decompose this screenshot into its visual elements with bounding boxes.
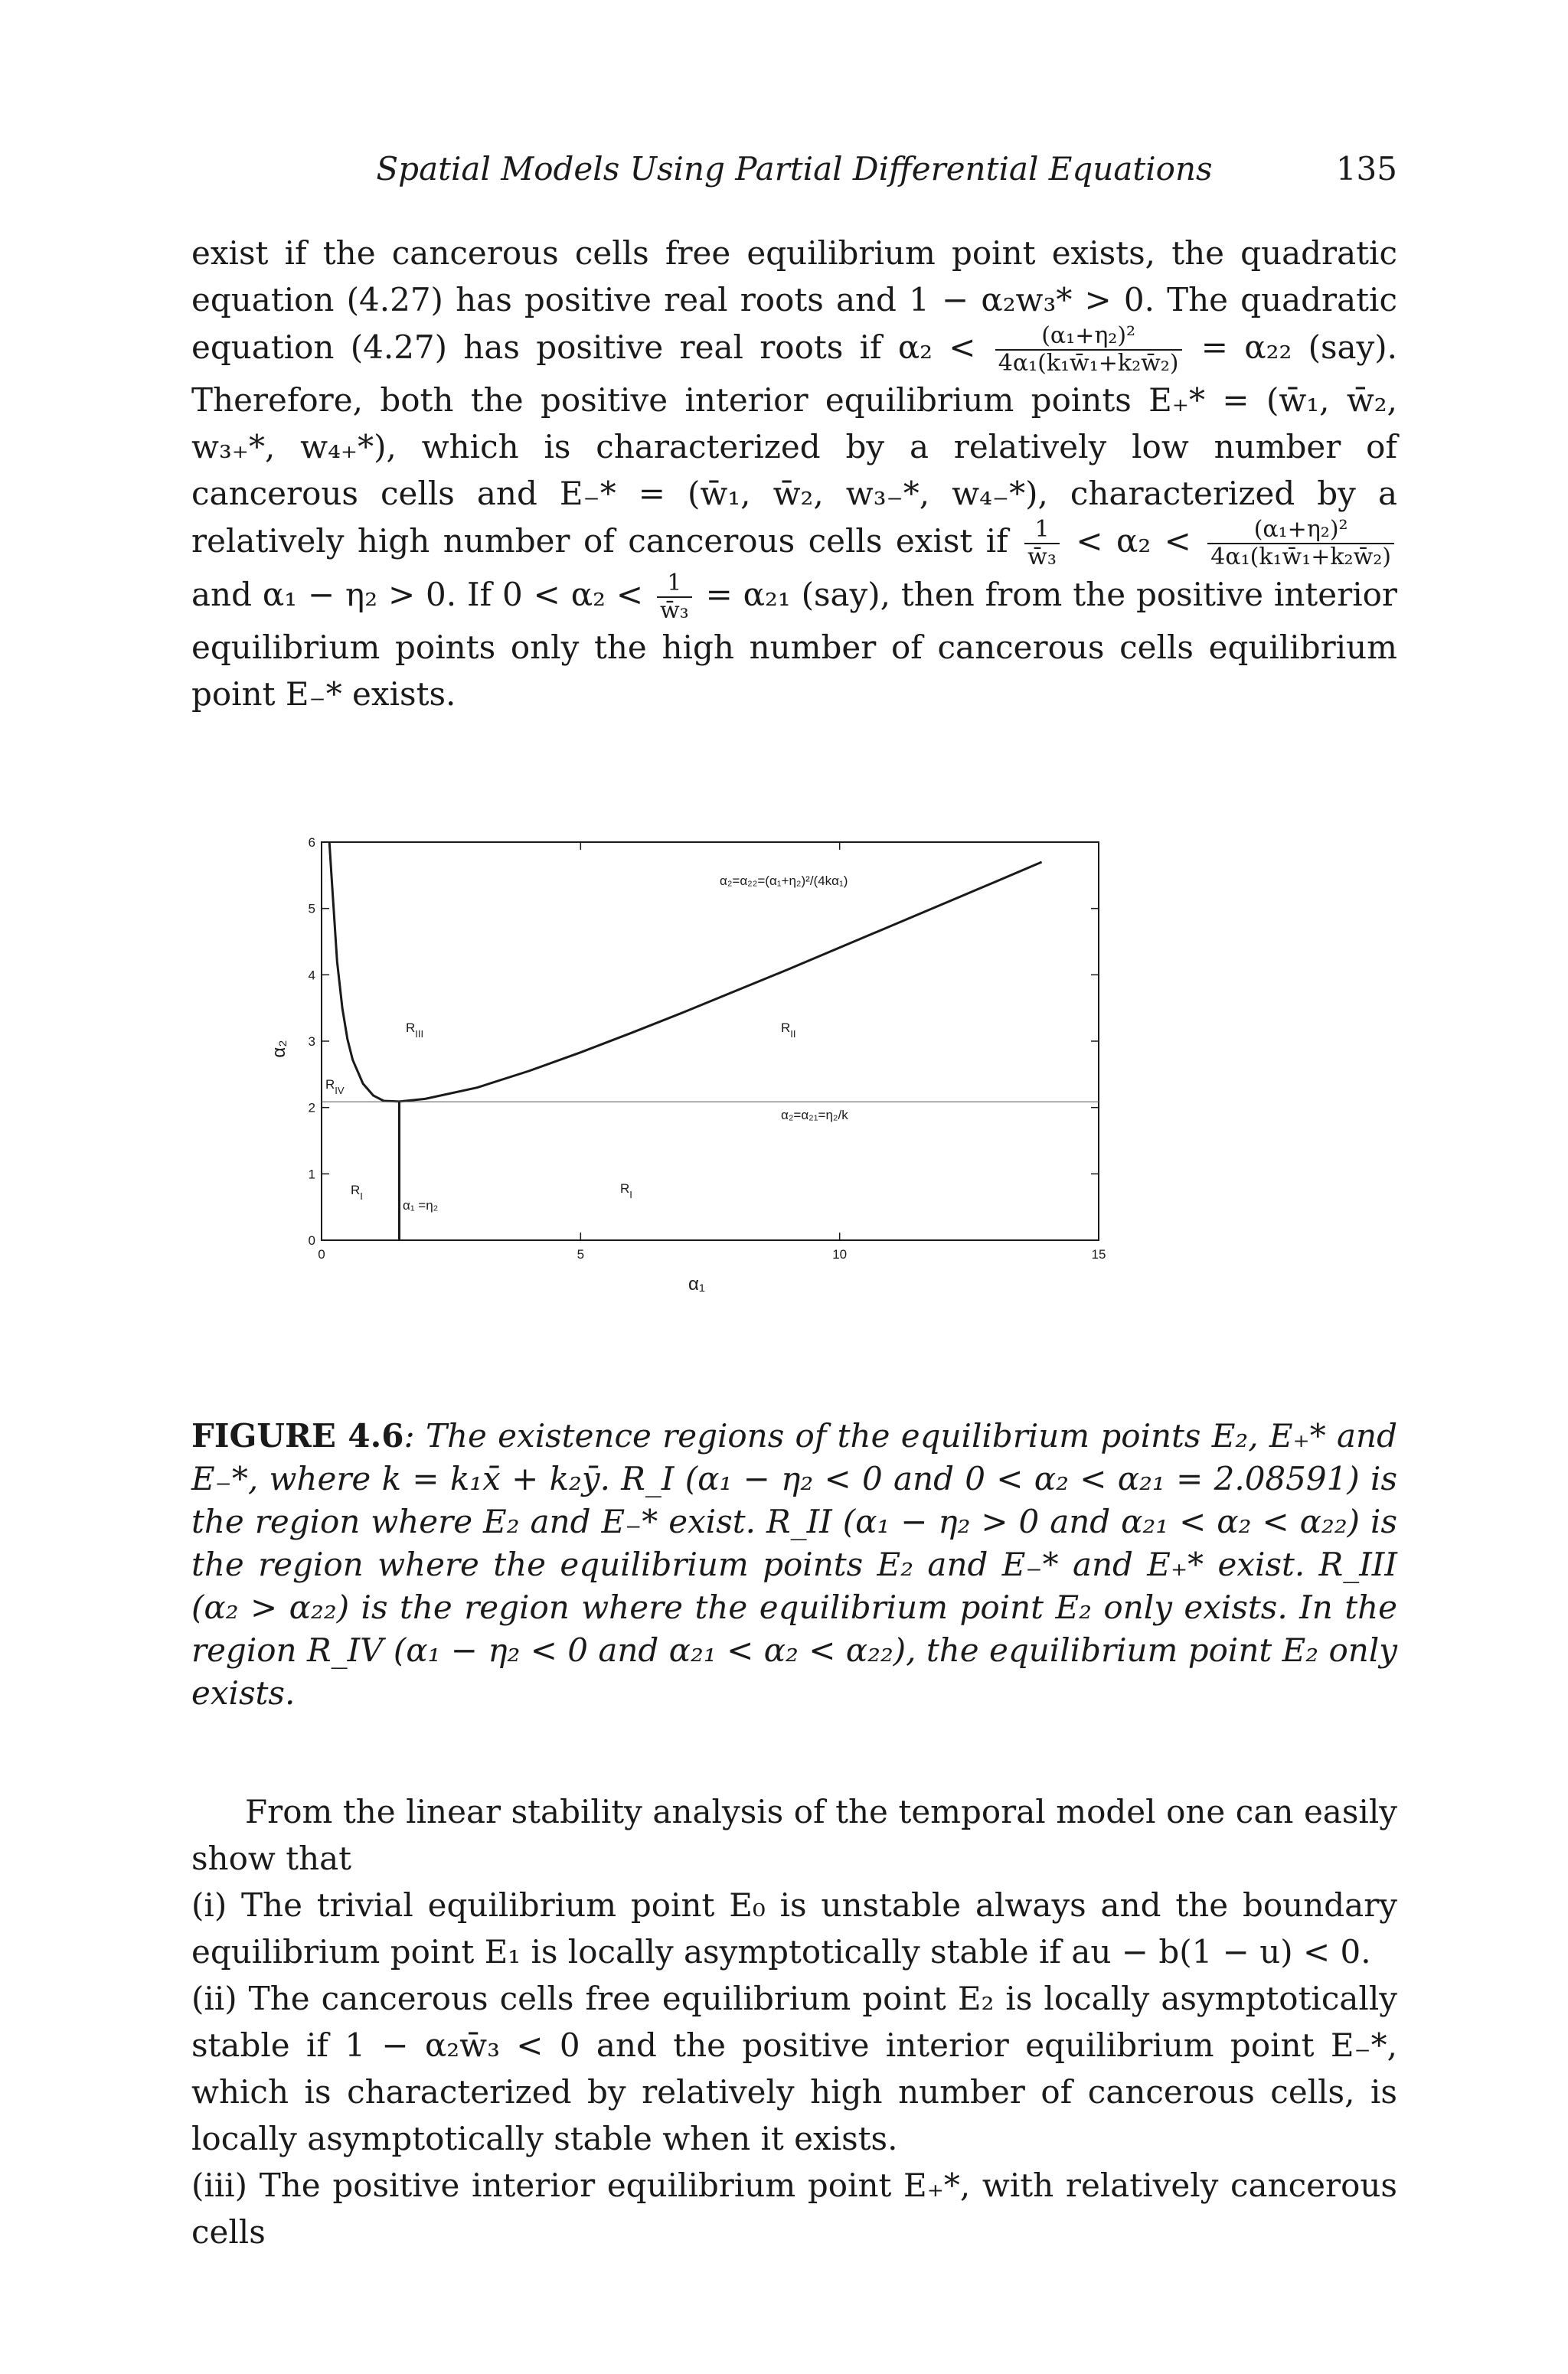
- y-tick-label: 6: [308, 835, 315, 850]
- alpha22-fraction-repeat: [1207, 517, 1394, 570]
- region-r1-right-label: [620, 1181, 632, 1200]
- inverse-w3-fraction-repeat: [657, 570, 692, 624]
- fraction-numerator: (α₁+η₂)²: [995, 323, 1182, 351]
- y-tick-label: 1: [308, 1167, 315, 1182]
- figure-caption: [191, 1415, 1397, 1715]
- y-tick-label: 3: [308, 1034, 315, 1049]
- fraction-numerator: 1: [657, 570, 692, 598]
- region-subscript: III: [415, 1028, 424, 1040]
- stability-item-2: (ii) The cancerous cells free equilibrium point E₂ is locally asymptotically stable if 1 − α₂w̄₃ < 0 and the positive interior equilibrium point E₋*, which is characterized by relatively high number of cancerous cells, is locally asymptotically stable when it exists.: [191, 1980, 1397, 2157]
- vertical-line-annotation: α₁ =η₂: [403, 1198, 439, 1213]
- fraction-denominator: 4α₁(k₁w̄₁+k₂w̄₂): [998, 350, 1179, 377]
- plot-frame: [322, 842, 1099, 1240]
- y-tick-label: 0: [308, 1233, 315, 1248]
- x-tick-label: 15: [1091, 1247, 1106, 1262]
- region-r2-label: [781, 1020, 796, 1040]
- fraction-denominator: 4α₁(k₁w̄₁+k₂w̄₂): [1210, 544, 1391, 570]
- fraction-numerator: 1: [1024, 517, 1060, 544]
- region-subscript: I: [360, 1190, 363, 1202]
- stability-intro: From the linear stability analysis of the temporal model one can easily show that: [191, 1793, 1397, 1877]
- x-axis-label: α₁: [688, 1274, 705, 1295]
- region-subscript: I: [629, 1189, 632, 1200]
- x-tick-label: 0: [318, 1247, 325, 1262]
- region-subscript: II: [790, 1028, 796, 1040]
- page-header: [191, 150, 1397, 196]
- region-letter: R: [325, 1077, 335, 1092]
- paragraph-equilibrium-conditions: [191, 230, 1397, 717]
- stability-item-3: (iii) The positive interior equilibrium point E₊*, with relatively cancerous cells: [191, 2167, 1397, 2251]
- stability-item-1: (i) The trivial equilibrium point E₀ is unstable always and the boundary equilibrium point E₁ is locally asymptotically stable if au − b(1 − u) < 0.: [191, 1886, 1397, 1971]
- curve-annotation: α₂=α₂₂=(α₁+η₂)²/(4kα₁): [720, 874, 848, 888]
- y-tick-label: 4: [308, 968, 315, 983]
- inverse-w3-fraction: [1024, 517, 1060, 570]
- para1-sentence-3: < α₂ <: [1076, 522, 1191, 560]
- fraction-denominator: w̄₃: [1027, 544, 1057, 570]
- y-axis-label: α₂: [269, 1040, 289, 1058]
- y-tick-label: 5: [308, 901, 315, 916]
- region-r3-label: [406, 1020, 423, 1040]
- alpha22-curve: [329, 842, 1041, 1102]
- x-tick-label: 10: [832, 1247, 848, 1262]
- region-letter: R: [781, 1020, 791, 1035]
- existence-region-plot: [260, 827, 1118, 1317]
- running-title: Spatial Models Using Partial Differential Equations: [376, 150, 1213, 188]
- region-letter: R: [351, 1183, 361, 1197]
- figure-caption-label: FIGURE 4.6: [191, 1417, 404, 1455]
- region-r1-left-label: [351, 1183, 363, 1202]
- region-letter: R: [620, 1181, 630, 1196]
- para1-sentence-1: exist if the cancerous cells free equilibrium point exists, the quadratic equation (4.27) has positive real roots and 1 − α₂w₃* > 0. The quadratic equation (4.27) has positive real roots if α₂ <: [191, 234, 1397, 366]
- fraction-numerator: (α₁+η₂)²: [1207, 517, 1394, 544]
- alpha22-fraction: [995, 323, 1182, 377]
- para1-sentence-2: = α₂₂ (say). Therefore, both the positive interior equilibrium points E₊* = (w̄₁, w̄₂, w₃₊*, w₄₊*), which is characterized by a relatively low number of cancerous cells and E₋* = (w̄₁, w̄₂, w₃₋*, w₄₋*), characterized by a relatively high number of cancerous cells exist if: [191, 328, 1398, 560]
- x-tick-label: 5: [577, 1247, 585, 1262]
- fraction-denominator: w̄₃: [659, 597, 689, 624]
- region-subscript: IV: [335, 1085, 345, 1096]
- region-letter: R: [406, 1020, 416, 1035]
- figure-caption-text: : The existence regions of the equilibrium points E₂, E₊* and E₋*, where k = k₁x̄ + k₂ȳ. R_I (α₁ − η₂ < 0 and 0 < α₂ < α₂₁ = 2.08591) is the region where E₂ and E₋* exist. R_II (α₁ − η₂ > 0 and α₂₁ < α₂ < α₂₂) is the region where the equilibrium points E₂ and E₋* and E₊* exist. R_III (α₂ > α₂₂) is the region where the equilibrium point E₂ only exists. In the region R_IV (α₁ − η₂ < 0 and α₂₁ < α₂ < α₂₂), the equilibrium point E₂ only exists.: [191, 1417, 1397, 1712]
- horizontal-line-annotation: α₂=α₂₁=η₂/k: [781, 1108, 848, 1122]
- figure-4-6: [260, 827, 1118, 1317]
- region-r4-label: [325, 1077, 345, 1096]
- y-tick-label: 2: [308, 1100, 315, 1115]
- para1-sentence-5: = α₂₁ (say), then from the positive interior equilibrium points only the high number of cancerous cells equilibrium point E₋* exists.: [191, 576, 1397, 713]
- para1-sentence-4: and α₁ − η₂ > 0. If 0 < α₂ <: [191, 576, 644, 613]
- plot-series: [322, 842, 1099, 1240]
- page-number: 135: [1335, 150, 1397, 188]
- paragraph-stability-analysis: [191, 1788, 1397, 2255]
